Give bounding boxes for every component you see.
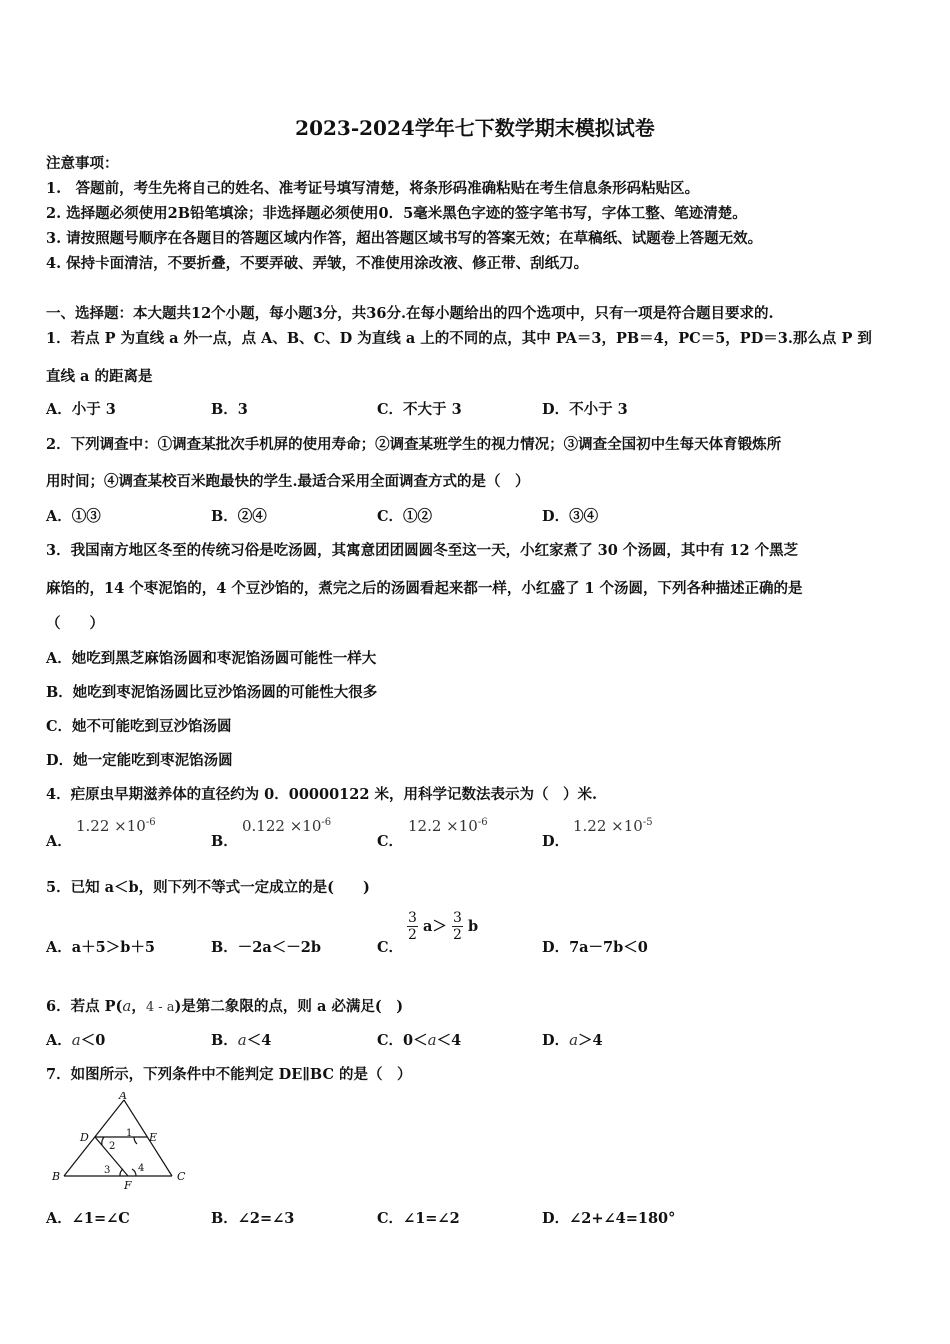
angle-2-arc <box>102 1137 104 1145</box>
fraction-numerator: 3 <box>408 910 417 926</box>
q6-option-c-head: 0＜ <box>403 1032 428 1049</box>
q6-option-b-tail: ＜4 <box>246 1032 272 1049</box>
q6-option-b-var: a <box>237 1031 247 1049</box>
notice-item-2: 2. 选择题必须使用2B铅笔填涂；非选择题必须使用0．5毫米黑色字迹的签字笔书写，字体工整、笔迹清楚。 <box>46 205 747 222</box>
label-angle-1: 1 <box>126 1128 133 1139</box>
q3-option-b: B．她吃到枣泥馅汤圆比豆沙馅汤圆的可能性大很多 <box>46 684 378 701</box>
side-ab <box>64 1100 124 1176</box>
q7-triangle-figure <box>44 1092 194 1192</box>
fraction-numerator: 3 <box>453 910 462 926</box>
q4-option-a-base: 1.22 ×10 <box>76 817 146 835</box>
fraction-denominator: 2 <box>408 927 417 943</box>
q5-stem: 5．已知 a＜b，则下列不等式一定成立的是( ) <box>46 879 370 896</box>
q3-option-d: D．她一定能吃到枣泥馅汤圆 <box>46 752 233 769</box>
q3-stem-line2: 麻馅的，14 个枣泥馅的，4 个豆沙馅的，煮完之后的汤圆看起来都一样，小红盛了 1 个汤圆，下列各种描述正确的是 <box>46 580 803 597</box>
q6-option-d-var: a <box>569 1031 579 1049</box>
q6-stem <box>46 995 403 1016</box>
q6-option-a <box>46 1029 105 1050</box>
q4-option-c <box>408 817 488 835</box>
q6-option-b <box>211 1029 271 1050</box>
q4-option-c-base: 12.2 ×10 <box>408 817 478 835</box>
q4-option-a-label: A． <box>46 833 72 850</box>
q6-option-c-tail: ＜4 <box>436 1032 462 1049</box>
label-angle-4: 4 <box>138 1163 145 1174</box>
q3-option-a: A．她吃到黑芝麻馅汤圆和枣泥馅汤圆可能性一样大 <box>46 650 377 667</box>
q5-option-d: D．7a－7b＜0 <box>542 939 648 956</box>
q4-stem: 4．疟原虫早期滋养体的直径约为 0．00000122 米，用科学记数法表示为（ ）米. <box>46 786 598 803</box>
q6-option-d <box>542 1029 603 1050</box>
q4-option-b <box>242 817 331 835</box>
fraction-denominator: 2 <box>453 927 462 943</box>
q2-option-d: D．③④ <box>542 508 599 525</box>
angle-3-arc <box>120 1169 123 1176</box>
q5-option-a: A．a＋5＞b＋5 <box>46 939 155 956</box>
q2-stem-line1: 2．下列调查中：①调查某批次手机屏的使用寿命；②调查某班学生的视力情况；③调查全国初中生每天体育锻炼所 <box>46 436 782 453</box>
q4-option-d-label: D． <box>542 833 570 850</box>
q4-option-d-exp: -5 <box>642 817 653 828</box>
q6-option-c-var: a <box>427 1031 437 1049</box>
q5-option-c-fraction2 <box>452 910 463 943</box>
page-title: 2023-2024学年七下数学期末模拟试卷 <box>295 116 655 140</box>
notice-heading: 注意事项： <box>46 155 119 172</box>
q4-option-a-exp: -6 <box>145 817 156 828</box>
q4-option-a <box>76 817 156 835</box>
q4-option-b-base: 0.122 ×10 <box>242 817 322 835</box>
label-f: F <box>124 1179 132 1192</box>
q4-option-c-label: C． <box>377 833 404 850</box>
label-e: E <box>149 1131 158 1144</box>
q1-option-d: D．不小于 3 <box>542 401 628 418</box>
q1-option-c: C．不大于 3 <box>377 401 462 418</box>
q6-expr: 4 - a <box>145 1000 175 1015</box>
q7-stem: 7．如图所示，下列条件中不能判定 DE∥BC 的是（ ） <box>46 1066 412 1083</box>
notice-item-3: 3. 请按照题号顺序在各题目的答题区域内作答，超出答题区域书写的答案无效；在草稿纸、试题卷上答题无效。 <box>46 230 763 247</box>
q6-option-a-var: a <box>71 1031 81 1049</box>
q3-stem-line1: 3．我国南方地区冬至的传统习俗是吃汤圆，其寓意团团圆圆冬至这一天，小红家煮了 30 个汤圆，其中有 12 个黑芝 <box>46 542 799 559</box>
q5-option-c-label: C． <box>377 939 404 956</box>
q7-option-d: D．∠2+∠4=180° <box>542 1210 676 1227</box>
q6-stem-c: )是第二象限的点，则 a 必满足( ) <box>174 998 404 1015</box>
angle-1-arc <box>134 1137 137 1144</box>
q3-option-c: C．她不可能吃到豆沙馅汤圆 <box>46 718 232 735</box>
q1-stem-line2: 直线 a 的距离是 <box>46 368 153 385</box>
q7-option-b: B．∠2=∠3 <box>211 1210 295 1227</box>
label-a: A <box>119 1092 127 1102</box>
q1-option-a: A．小于 3 <box>46 401 116 418</box>
q6-var-a: a <box>122 997 132 1015</box>
q2-option-b: B．②④ <box>211 508 267 525</box>
q4-option-d <box>573 817 653 835</box>
q4-option-b-exp: -6 <box>321 817 332 828</box>
q6-option-c <box>377 1029 461 1050</box>
q7-option-c: C．∠1=∠2 <box>377 1210 460 1227</box>
q1-option-b: B．3 <box>211 401 248 418</box>
q6-option-d-tail: ＞4 <box>578 1032 603 1049</box>
q6-option-c-label: C． <box>377 1032 404 1049</box>
notice-item-1: 1. 答题前，考生先将自己的姓名、准考证号填写清楚，将条形码准确粘贴在考生信息条形码粘贴区。 <box>46 180 700 197</box>
q5-option-b: B．－2a＜－2b <box>211 939 321 956</box>
q1-stem-line1: 1．若点 P 为直线 a 外一点，点 A、B、C、D 为直线 a 上的不同的点，其中 PA＝3，PB＝4，PC＝5，PD＝3.那么点 P 到 <box>46 330 872 347</box>
q6-option-a-label: A． <box>46 1032 72 1049</box>
notice-item-4: 4. 保持卡面清洁，不要折叠，不要弄破、弄皱，不准使用涂改液、修正带、刮纸刀。 <box>46 255 589 272</box>
q2-stem-line2: 用时间；④调查某校百米跑最快的学生.最适合采用全面调查方式的是（ ） <box>46 473 530 490</box>
q6-option-d-label: D． <box>542 1032 570 1049</box>
q3-stem-line3: （ ） <box>46 615 104 632</box>
q6-option-a-tail: ＜0 <box>80 1032 106 1049</box>
label-angle-3: 3 <box>104 1165 111 1176</box>
section-heading: 一、选择题：本大题共12个小题，每小题3分，共36分.在每小题给出的四个选项中，只有一项是符合题目要求的. <box>46 305 774 322</box>
angle-4-arc <box>132 1169 136 1176</box>
q5-option-c-fraction1 <box>407 910 418 943</box>
label-d: D <box>80 1131 89 1144</box>
q4-option-d-base: 1.22 ×10 <box>573 817 643 835</box>
q5-option-c-end: b <box>468 918 479 935</box>
q4-option-b-label: B． <box>211 833 238 850</box>
q4-option-c-exp: -6 <box>477 817 488 828</box>
q2-option-a: A．①③ <box>46 508 101 525</box>
q5-option-c-expr <box>407 910 478 943</box>
q6-stem-a: 6．若点 P( <box>46 998 123 1015</box>
label-c: C <box>177 1170 186 1183</box>
q5-option-c-mid: a＞ <box>423 918 447 935</box>
q2-option-c: C．①② <box>377 508 433 525</box>
label-angle-2: 2 <box>109 1141 116 1152</box>
label-b: B <box>52 1170 61 1183</box>
q6-option-b-label: B． <box>211 1032 238 1049</box>
q7-option-a: A．∠1=∠C <box>46 1210 130 1227</box>
q6-stem-b: ， <box>131 998 146 1015</box>
